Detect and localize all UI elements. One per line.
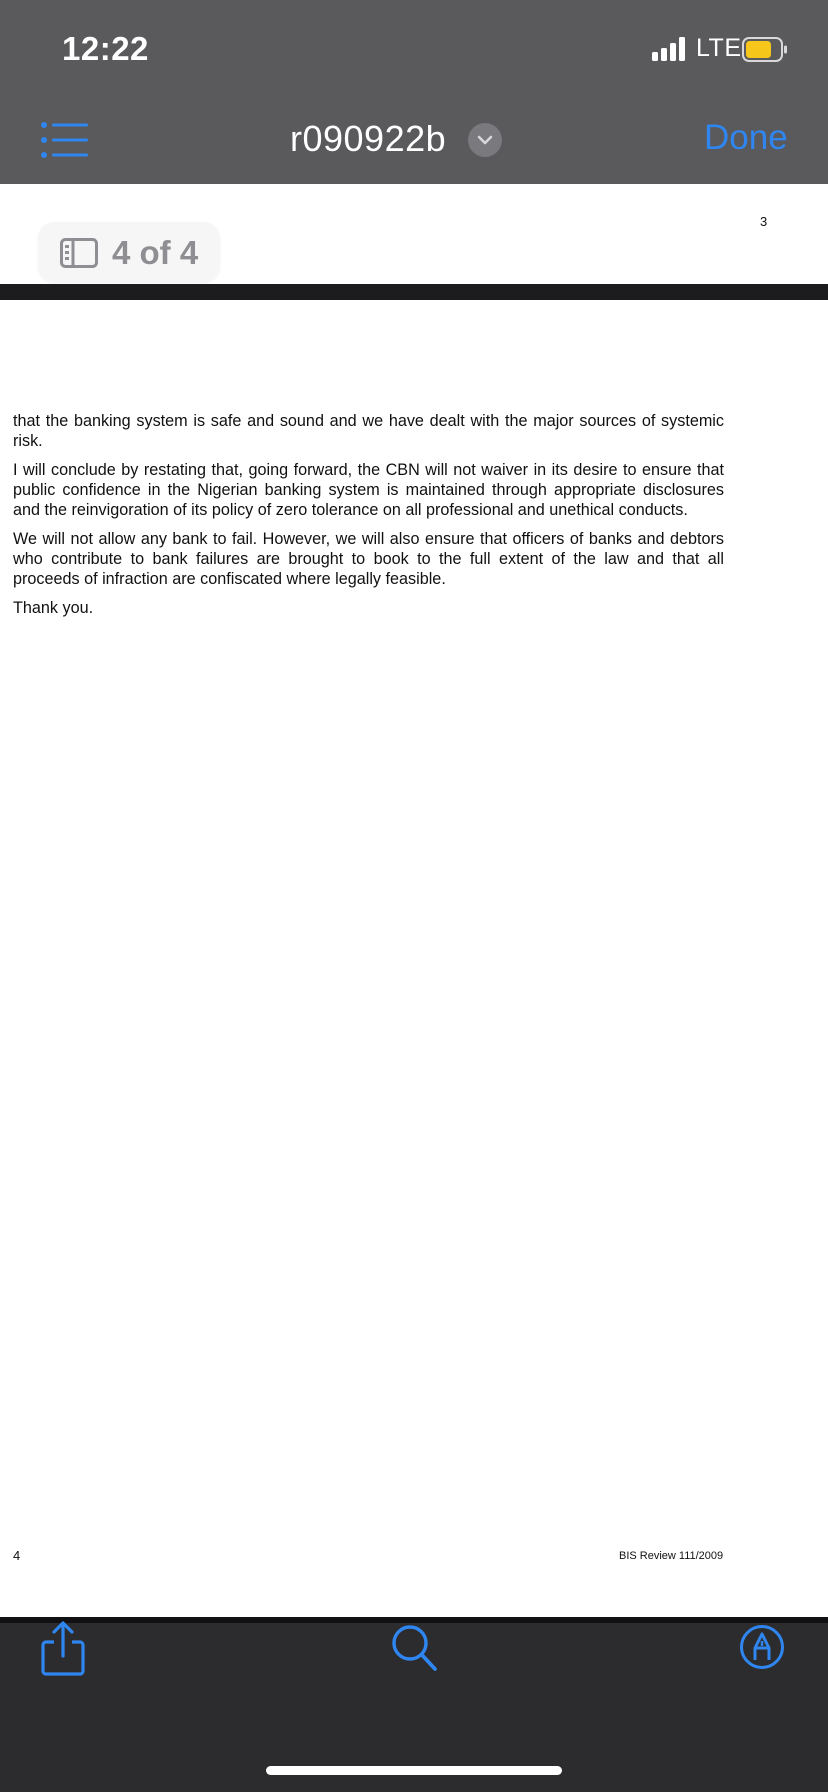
paragraph: I will conclude by restating that, going forward, the CBN will not waiver in its desire to ensure that public confidence in the Nigerian banking system is maintained through appropriate disclosures and the reinvigoration of its policy of zero tolerance on all professional and unethical conducts. (13, 461, 724, 519)
page-body-text (13, 411, 724, 627)
page-indicator-label: 4 of 4 (112, 234, 199, 271)
list-icon[interactable] (40, 122, 90, 158)
document-title[interactable]: r090922b (290, 118, 447, 159)
sidebar-icon (60, 238, 98, 268)
share-icon[interactable] (40, 1620, 86, 1676)
done-button[interactable]: Done (704, 118, 788, 157)
battery-level (746, 41, 771, 58)
paragraph: Thank you. (13, 599, 94, 617)
title-menu-button[interactable] (468, 123, 502, 157)
page-indicator[interactable] (38, 222, 220, 282)
page-number: 4 (13, 1548, 21, 1563)
chevron-down-icon (477, 134, 493, 146)
markup-pen-icon[interactable] (739, 1624, 785, 1670)
search-icon[interactable] (390, 1623, 438, 1673)
cellular-signal-icon (652, 37, 688, 61)
network-type-label: LTE (696, 34, 742, 62)
paragraph: that the banking system is safe and sound and we have dealt with the major sources of systemic risk. (13, 412, 724, 450)
paragraph: We will not allow any bank to fail. However, we will also ensure that officers of banks and debtors who contribute to bank failures are brought to book to the full extent of the law and that all proceeds of infraction are confiscated where legally feasible. (13, 530, 724, 588)
page-footer: BIS Review 111/2009 (619, 1550, 724, 1562)
status-time: 12:22 (62, 30, 149, 67)
previous-page-number: 3 (760, 214, 768, 229)
home-indicator[interactable] (266, 1766, 562, 1775)
page-separator (0, 284, 828, 300)
battery-icon (742, 37, 788, 62)
